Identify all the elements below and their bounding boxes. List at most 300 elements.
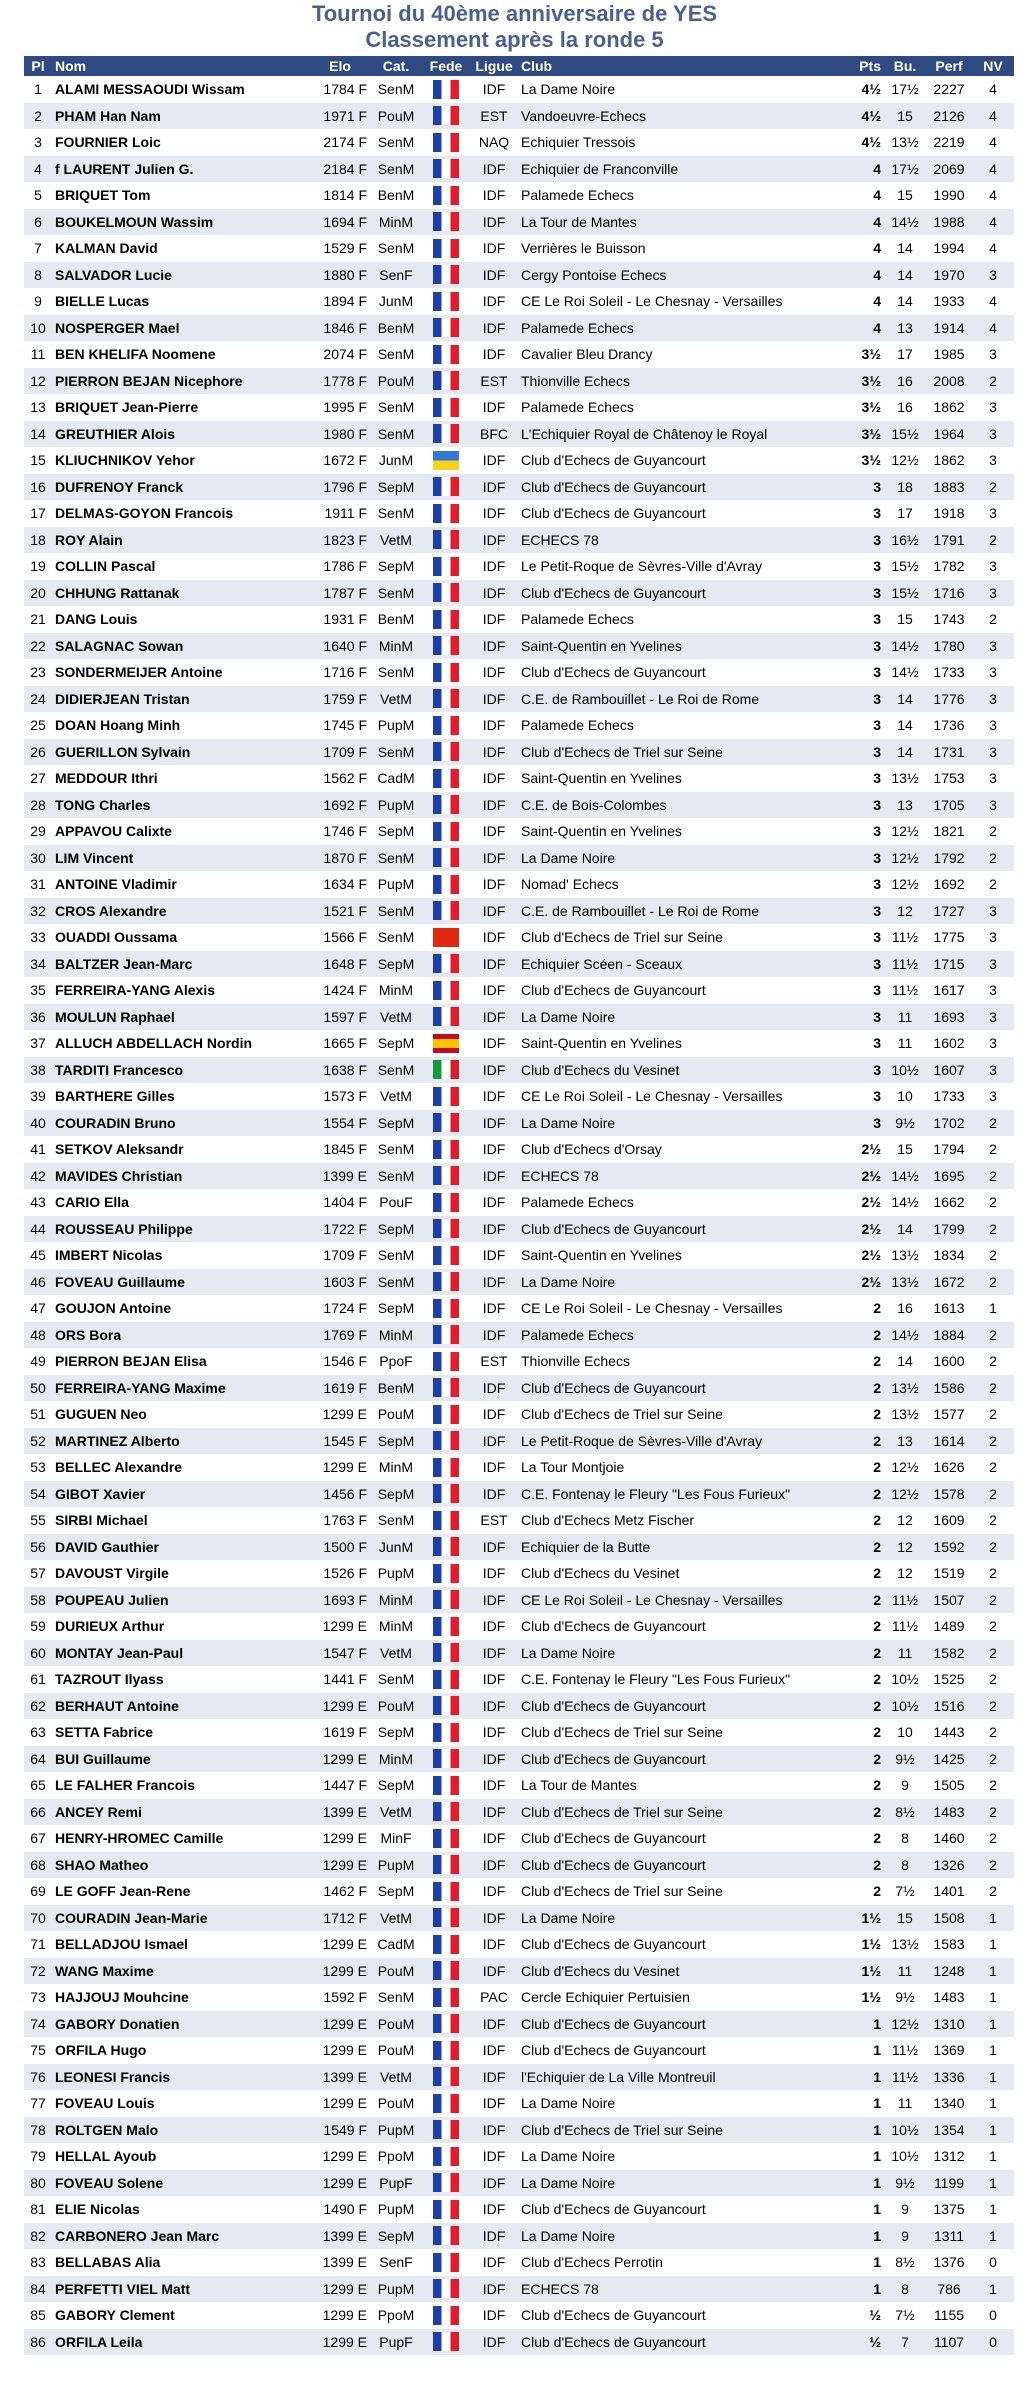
- cell-elo: 1634 F: [323, 876, 367, 893]
- cell-name: FOVEAU Louis: [55, 2095, 155, 2112]
- table-row: [24, 1375, 1014, 1402]
- cell-name: GABORY Donatien: [52, 2011, 310, 2038]
- cell-pl: 85: [30, 2307, 46, 2324]
- cell-nv: 2: [972, 1322, 1014, 1349]
- table-row: [24, 1640, 1014, 1667]
- cell-name: GUERILLON Sylvain: [52, 739, 310, 766]
- cell-perf: 1692: [933, 876, 965, 893]
- cell-bu: 9: [901, 2201, 909, 2218]
- cell-perf: 1483: [933, 1989, 965, 2006]
- france-flag-icon: [433, 80, 459, 99]
- cell-perf: 1862: [933, 399, 965, 416]
- cell-pts: 1½: [840, 1958, 884, 1985]
- cell-pl: 26: [24, 739, 52, 766]
- cell-fede: [422, 474, 470, 501]
- cell-bu: 10½: [884, 2117, 926, 2144]
- cell-elo: 1299 E: [310, 1852, 370, 1879]
- cell-cat: BenM: [370, 315, 422, 342]
- cell-name: HELLAL Ayoub: [55, 2148, 157, 2165]
- cell-name: MAVIDES Christian: [52, 1163, 310, 1190]
- cell-cat: PpoM: [377, 2148, 415, 2165]
- cell-elo: 1995 F: [323, 399, 367, 416]
- cell-ligue: IDF: [470, 1534, 518, 1561]
- cell-elo: 1526 F: [323, 1565, 367, 1582]
- table-row: [24, 1666, 1014, 1693]
- cell-ligue: IDF: [482, 1194, 506, 1211]
- cell-name: PHAM Han Nam: [52, 103, 310, 130]
- cell-pl: 84: [24, 2276, 52, 2303]
- cell-fede: [422, 2249, 470, 2276]
- table-row: [24, 2037, 1014, 2064]
- cell-name: HENRY-HROMEC Camille: [55, 1830, 224, 1847]
- cell-nv: 2: [972, 1163, 1014, 1190]
- france-flag-icon: [433, 318, 459, 337]
- cell-club: Thionville Echecs: [518, 368, 840, 395]
- table-row: [24, 1931, 1014, 1958]
- cell-pts: 2: [840, 1693, 884, 1720]
- cell-cat: BenM: [377, 611, 415, 628]
- cell-ligue: IDF: [482, 1088, 506, 1105]
- cell-fede: [422, 103, 470, 130]
- cell-perf: 1731: [926, 739, 972, 766]
- france-flag-icon: [433, 610, 459, 629]
- cell-club: Palamede Echecs: [521, 717, 634, 734]
- cell-bu: 10½: [884, 1693, 926, 1720]
- table-row: [24, 1454, 1014, 1481]
- cell-elo: 1399 E: [310, 1799, 370, 1826]
- cell-perf: 1516: [926, 1693, 972, 1720]
- table-row: [24, 2064, 1014, 2091]
- cell-perf: 1578: [926, 1481, 972, 1508]
- cell-perf: 1375: [933, 2201, 965, 2218]
- cell-pl: 30: [24, 845, 52, 872]
- france-flag-icon: [433, 742, 459, 761]
- france-flag-icon: [433, 1458, 459, 1477]
- cell-name: TARDITI Francesco: [52, 1057, 310, 1084]
- table-row: [24, 1295, 1014, 1322]
- table-row: [24, 792, 1014, 819]
- cell-cat: PouM: [377, 1406, 415, 1423]
- cell-cat: PupM: [377, 717, 415, 734]
- cell-pts: 1: [840, 2223, 884, 2250]
- cell-name: CHHUNG Rattanak: [52, 580, 310, 607]
- cell-cat: MinM: [378, 1459, 414, 1476]
- cell-fede: [422, 871, 470, 898]
- cell-fede: [422, 1481, 470, 1508]
- cell-bu: 8: [901, 1830, 909, 1847]
- cell-bu: 17½: [884, 156, 926, 183]
- cell-name: ELIE Nicolas: [55, 2201, 140, 2218]
- france-flag-icon: [433, 530, 459, 549]
- cell-cat: SepM: [377, 1883, 415, 1900]
- cell-bu: 14½: [884, 633, 926, 660]
- cell-club: La Dame Noire: [521, 2095, 616, 2112]
- france-flag-icon: [433, 1405, 459, 1424]
- cell-elo: 1911 F: [324, 505, 367, 522]
- cell-pl: 82: [24, 2223, 52, 2250]
- cell-fede: [422, 500, 470, 527]
- cell-club: CE Le Roi Soleil - Le Chesnay - Versailles: [521, 1088, 783, 1105]
- cell-club: Club d'Echecs de Guyancourt: [518, 1852, 840, 1879]
- cell-fede: [422, 1746, 470, 1773]
- cell-club: La Dame Noire: [518, 1640, 840, 1667]
- cell-fede: [422, 1216, 470, 1243]
- cell-name: SALAGNAC Sowan: [52, 633, 310, 660]
- cell-elo: 1299 E: [310, 2276, 370, 2303]
- cell-name: MEDDOUR Ithri: [55, 770, 158, 787]
- cell-pts: 3½: [861, 452, 881, 469]
- cell-pts: 2: [840, 1640, 884, 1667]
- cell-club: Club d'Echecs de Triel sur Seine: [521, 1883, 723, 1900]
- cell-nv: 2: [972, 1693, 1014, 1720]
- table-row: [24, 394, 1014, 421]
- cell-club: C.E. Fontenay le Fleury "Les Fous Furieux": [518, 1481, 840, 1508]
- col-nom: Nom: [52, 56, 310, 76]
- cell-perf: 1626: [933, 1459, 965, 1476]
- cell-pl: 64: [24, 1746, 52, 1773]
- cell-pts: 2: [873, 1512, 881, 1529]
- cell-nv: 0: [989, 2254, 997, 2271]
- cell-fede: [422, 606, 470, 633]
- cell-bu: 12½: [884, 845, 926, 872]
- france-flag-icon: [433, 1113, 459, 1132]
- cell-cat: PouF: [379, 1194, 413, 1211]
- cell-pl: 28: [24, 792, 52, 819]
- table-row: [24, 2011, 1014, 2038]
- cell-pts: 1½: [861, 1989, 881, 2006]
- france-flag-icon: [433, 2279, 459, 2298]
- cell-elo: 1709 F: [323, 1247, 367, 1264]
- cell-pl: 80: [24, 2170, 52, 2197]
- cell-pts: 4½: [861, 81, 881, 98]
- table-row: [24, 659, 1014, 686]
- cell-perf: 1592: [926, 1534, 972, 1561]
- cell-fede: [422, 394, 470, 421]
- table-row: [24, 1534, 1014, 1561]
- cell-club: La Dame Noire: [518, 1905, 840, 1932]
- cell-ligue: IDF: [470, 1640, 518, 1667]
- france-flag-icon: [433, 477, 459, 496]
- table-row: [24, 76, 1014, 103]
- cell-fede: [422, 209, 470, 236]
- col-elo: Elo: [310, 56, 370, 76]
- cell-nv: 1: [972, 2276, 1014, 2303]
- cell-nv: 3: [989, 1088, 997, 1105]
- cell-name: LIM Vincent: [52, 845, 310, 872]
- cell-cat: SenM: [370, 1163, 422, 1190]
- cell-ligue: EST: [480, 1512, 508, 1529]
- cell-fede: [422, 951, 470, 978]
- cell-name: DANG Louis: [55, 611, 138, 628]
- cell-fede: [422, 1083, 470, 1110]
- france-flag-icon: [433, 186, 459, 205]
- cell-fede: [422, 1189, 470, 1216]
- cell-nv: 3: [972, 951, 1014, 978]
- cell-bu: 16: [884, 368, 926, 395]
- cell-elo: 1299 E: [322, 1618, 367, 1635]
- france-flag-icon: [433, 2253, 459, 2272]
- cell-club: Club d'Echecs de Guyancourt: [521, 2201, 706, 2218]
- cell-club: Le Petit-Roque de Sèvres-Ville d'Avray: [518, 1428, 840, 1455]
- france-flag-icon: [433, 2173, 459, 2192]
- cell-bu: 11½: [891, 2042, 919, 2059]
- cell-cat: SepM: [377, 1300, 415, 1317]
- cell-name: ROLTGEN Malo: [52, 2117, 310, 2144]
- cell-perf: 1107: [926, 2329, 972, 2356]
- cell-pl: 79: [30, 2148, 46, 2165]
- cell-name: BARTHERE Gilles: [55, 1088, 175, 1105]
- cell-club: Cercle Echiquier Pertuisien: [521, 1989, 690, 2006]
- cell-pl: 73: [30, 1989, 46, 2006]
- cell-pl: 75: [30, 2042, 46, 2059]
- cell-ligue: IDF: [482, 1459, 506, 1476]
- cell-bu: 12½: [884, 2011, 926, 2038]
- france-flag-icon: [433, 345, 459, 364]
- cell-cat: SenM: [377, 81, 415, 98]
- cell-bu: 14: [884, 739, 926, 766]
- cell-elo: 1784 F: [323, 81, 367, 98]
- cell-name: ORS Bora: [52, 1322, 310, 1349]
- cell-pts: 2: [840, 1428, 884, 1455]
- cell-club: CE Le Roi Soleil - Le Chesnay - Versailles: [518, 1587, 840, 1614]
- cell-ligue: IDF: [482, 929, 506, 946]
- cell-club: Club d'Echecs de Guyancourt: [518, 1216, 840, 1243]
- cell-bu: 14: [884, 1216, 926, 1243]
- cell-nv: 1: [972, 1905, 1014, 1932]
- cell-perf: 1583: [933, 1936, 965, 1953]
- cell-perf: 1990: [933, 187, 965, 204]
- cell-pts: 1½: [861, 1936, 881, 1953]
- cell-bu: 12: [897, 1565, 913, 1582]
- cell-perf: 1918: [933, 505, 965, 522]
- cell-elo: 1672 F: [323, 452, 367, 469]
- cell-elo: 1870 F: [310, 845, 370, 872]
- cell-pl: 43: [30, 1194, 46, 1211]
- cell-cat: SenM: [370, 421, 422, 448]
- cell-pts: 2½: [861, 1141, 881, 1158]
- cell-cat: SenM: [370, 580, 422, 607]
- cell-pts: 2: [840, 1322, 884, 1349]
- cell-elo: 1640 F: [310, 633, 370, 660]
- cell-fede: [422, 1030, 470, 1057]
- cell-bu: 9½: [895, 1989, 915, 2006]
- cell-pl: 55: [30, 1512, 46, 1529]
- cell-cat: SenM: [377, 399, 415, 416]
- cell-club: La Dame Noire: [518, 2170, 840, 2197]
- cell-cat: PupM: [370, 2117, 422, 2144]
- cell-elo: 1796 F: [310, 474, 370, 501]
- france-flag-icon: [433, 2147, 459, 2166]
- cell-club: Verrières le Buisson: [521, 240, 646, 257]
- cell-ligue: IDF: [482, 770, 506, 787]
- table-row: [24, 2302, 1014, 2329]
- france-flag-icon: [433, 1299, 459, 1318]
- table-row: [24, 633, 1014, 660]
- cell-bu: 14: [897, 240, 913, 257]
- cell-name: ROUSSEAU Philippe: [52, 1216, 310, 1243]
- cell-pl: 4: [24, 156, 52, 183]
- cell-fede: [422, 898, 470, 925]
- cell-pts: 2½: [840, 1269, 884, 1296]
- cell-ligue: IDF: [482, 505, 506, 522]
- france-flag-icon: [433, 1484, 459, 1503]
- cell-name: DELMAS-GOYON Francois: [55, 505, 234, 522]
- cell-perf: 1862: [933, 452, 965, 469]
- cell-pl: 8: [24, 262, 52, 289]
- cell-nv: 2: [989, 1141, 997, 1158]
- cell-fede: [422, 1666, 470, 1693]
- cell-name: HAJJOUJ Mouhcine: [55, 1989, 189, 2006]
- cell-elo: 1880 F: [310, 262, 370, 289]
- cell-elo: 1724 F: [323, 1300, 367, 1317]
- france-flag-icon: [433, 2226, 459, 2245]
- cell-fede: [422, 156, 470, 183]
- table-row: [24, 1401, 1014, 1428]
- cell-pl: 57: [30, 1565, 46, 1582]
- cell-cat: VetM: [370, 686, 422, 713]
- standings-table: [24, 56, 1014, 2355]
- cell-ligue: IDF: [482, 1141, 506, 1158]
- cell-nv: 2: [972, 527, 1014, 554]
- cell-club: Club d'Echecs de Guyancourt: [521, 505, 706, 522]
- cell-club: C.E. de Bois-Colombes: [518, 792, 840, 819]
- cell-bu: 14½: [891, 664, 919, 681]
- cell-perf: 1727: [926, 898, 972, 925]
- cell-ligue: IDF: [470, 633, 518, 660]
- col-pts: Pts: [840, 56, 884, 76]
- cell-nv: 3: [989, 505, 997, 522]
- cell-bu: 14: [884, 686, 926, 713]
- table-row: [24, 1852, 1014, 1879]
- cell-bu: 11: [884, 1004, 926, 1031]
- cell-elo: 1745 F: [323, 717, 367, 734]
- cell-club: La Dame Noire: [521, 81, 616, 98]
- cell-club: Cavalier Bleu Drancy: [521, 346, 653, 363]
- cell-fede: [422, 1613, 470, 1640]
- cell-bu: 13: [884, 792, 926, 819]
- cell-elo: 1716 F: [323, 664, 367, 681]
- cell-fede: [422, 527, 470, 554]
- france-flag-icon: [433, 822, 459, 841]
- cell-club: Club d'Echecs d'Orsay: [521, 1141, 662, 1158]
- cell-pts: 2: [873, 1618, 881, 1635]
- france-flag-icon: [433, 1829, 459, 1848]
- cell-pl: 50: [24, 1375, 52, 1402]
- cell-nv: 2: [989, 611, 997, 628]
- cell-fede: [422, 1958, 470, 1985]
- cell-cat: CadM: [377, 770, 415, 787]
- cell-fede: [422, 1110, 470, 1137]
- cell-perf: 1933: [933, 293, 965, 310]
- table-header: [24, 56, 1014, 76]
- cell-name: ANCEY Remi: [52, 1799, 310, 1826]
- cell-ligue: IDF: [470, 1269, 518, 1296]
- cell-name: MOULUN Raphael: [52, 1004, 310, 1031]
- cell-elo: 1823 F: [310, 527, 370, 554]
- cell-fede: [422, 1640, 470, 1667]
- cell-pts: 1: [840, 2011, 884, 2038]
- cell-pts: 3: [840, 951, 884, 978]
- cell-pl: 76: [24, 2064, 52, 2091]
- cell-club: Club d'Echecs Perrotin: [521, 2254, 663, 2271]
- cell-nv: 1: [972, 2223, 1014, 2250]
- cell-cat: PupM: [377, 876, 415, 893]
- table-row: [24, 1428, 1014, 1455]
- cell-club: La Tour de Mantes: [518, 209, 840, 236]
- cell-pts: 3: [873, 611, 881, 628]
- cell-nv: 2: [972, 845, 1014, 872]
- cell-name: KLIUCHNIKOV Yehor: [55, 452, 195, 469]
- cell-nv: 4: [989, 293, 997, 310]
- cell-name: ORFILA Leila: [52, 2329, 310, 2356]
- cell-club: La Dame Noire: [518, 1004, 840, 1031]
- cell-nv: 2: [972, 1481, 1014, 1508]
- cell-nv: 2: [972, 474, 1014, 501]
- cell-perf: 1617: [933, 982, 965, 999]
- france-flag-icon: [433, 1776, 459, 1795]
- france-flag-icon: [433, 1511, 459, 1530]
- table-row: [24, 580, 1014, 607]
- cell-nv: 2: [989, 1671, 997, 1688]
- cell-fede: [422, 1348, 470, 1375]
- cell-fede: [422, 1799, 470, 1826]
- france-flag-icon: [433, 716, 459, 735]
- cell-club: C.E. de Rambouillet - Le Roi de Rome: [518, 898, 840, 925]
- cell-bu: 9½: [884, 1110, 926, 1137]
- cell-pl: 39: [30, 1088, 46, 1105]
- table-row: [24, 2329, 1014, 2356]
- cell-club: CE Le Roi Soleil - Le Chesnay - Versailles: [521, 1300, 783, 1317]
- france-flag-icon: [433, 1564, 459, 1583]
- table-row: [24, 924, 1014, 951]
- cell-bu: 9½: [884, 2170, 926, 2197]
- cell-ligue: IDF: [482, 664, 506, 681]
- table-row: [24, 1216, 1014, 1243]
- cell-bu: 17½: [891, 81, 919, 98]
- cell-pl: 44: [24, 1216, 52, 1243]
- cell-ligue: IDF: [470, 1852, 518, 1879]
- cell-pts: 3: [873, 929, 881, 946]
- france-flag-icon: [433, 795, 459, 814]
- cell-bu: 15: [897, 187, 913, 204]
- cell-name: ALAMI MESSAOUDI Wissam: [55, 81, 245, 98]
- cell-fede: [422, 2223, 470, 2250]
- cell-pl: 15: [30, 452, 46, 469]
- france-flag-icon: [433, 106, 459, 125]
- cell-pl: 69: [30, 1883, 46, 1900]
- cell-cat: SenM: [370, 845, 422, 872]
- cell-ligue: IDF: [470, 1693, 518, 1720]
- cell-cat: MinM: [370, 209, 422, 236]
- cell-cat: PouM: [377, 2095, 415, 2112]
- cell-cat: SepM: [377, 558, 415, 575]
- cell-elo: 1299 E: [310, 1693, 370, 1720]
- cell-club: Club d'Echecs du Vesinet: [518, 1958, 840, 1985]
- cell-nv: 2: [989, 1459, 997, 1476]
- cell-perf: 1483: [926, 1799, 972, 1826]
- table-row: [24, 553, 1014, 580]
- cell-club: ECHECS 78: [518, 2276, 840, 2303]
- cell-elo: 1619 F: [310, 1375, 370, 1402]
- col-perf: Perf: [926, 56, 972, 76]
- cell-name: GIBOT Xavier: [52, 1481, 310, 1508]
- cell-name: FOVEAU Solene: [52, 2170, 310, 2197]
- cell-ligue: IDF: [470, 1216, 518, 1243]
- cell-fede: [422, 235, 470, 262]
- table-row: [24, 765, 1014, 792]
- cell-name: CARBONERO Jean Marc: [52, 2223, 310, 2250]
- cell-pts: 3½: [861, 346, 881, 363]
